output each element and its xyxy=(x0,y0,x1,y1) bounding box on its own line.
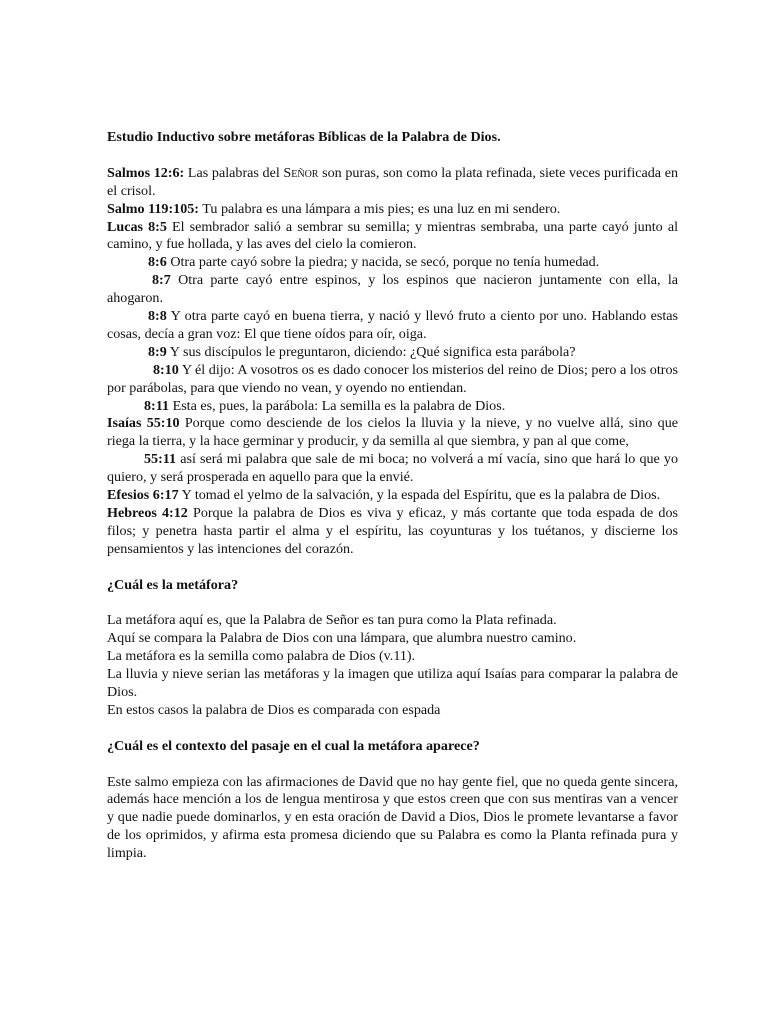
verse-ref: Salmo 119:105: xyxy=(107,200,200,217)
verse-salmo-119-105 xyxy=(107,201,678,219)
verse-ref: Salmos 12:6: xyxy=(107,164,185,181)
verse-text: Otra parte cayó entre espinos, y los espinos que nacieron juntamente con ella, la ahogaron. xyxy=(107,272,678,307)
verse-lucas-8-11 xyxy=(107,398,678,416)
answer-line: La lluvia y nieve serian las metáforas y la imagen que utiliza aquí Isaías para comparar la palabra de Dios. xyxy=(107,666,678,701)
verse-isaias-55-11 xyxy=(107,451,678,487)
verse-text: Porque como desciende de los cielos la lluvia y la nieve, y no vuelve allá, sino que riega la tierra, y la hace germinar y producir, y da semilla al que siembra, y pan al que come, xyxy=(107,415,678,450)
verse-text: Y él dijo: A vosotros os es dado conocer los misterios del reino de Dios; pero a los otros por parábolas, para que viendo no vean, y oyendo no entiendan. xyxy=(107,361,678,396)
answer-line: La metáfora aquí es, que la Palabra de Señor es tan pura como la Plata refinada. xyxy=(107,612,557,629)
verse-ref: Efesios 6:17 xyxy=(107,487,179,504)
question-heading-context: ¿Cuál es el contexto del pasaje en el cual la metáfora aparece? xyxy=(107,737,480,754)
verse-lucas-8-8 xyxy=(107,308,678,344)
answer-metaphor xyxy=(107,612,678,719)
verse-efesios-6-17 xyxy=(107,487,678,505)
verse-text: así será mi palabra que sale de mi boca; no volverá a mí vacía, sino que hará lo que yo quiero, y será prosperada en aquello para que la envié. xyxy=(107,451,678,486)
document-page xyxy=(107,129,678,863)
verse-ref: 8:6 xyxy=(148,254,167,271)
verse-text: Tu palabra es una lámpara a mis pies; es una luz en mi sendero. xyxy=(199,200,561,217)
verse-ref: Hebreos 4:12 xyxy=(107,505,188,522)
answer-context: Este salmo empieza con las afirmaciones de David que no hay gente fiel, que no queda gente sincera, además hace mención a los de lengua mentirosa y que estos creen que con sus mentiras van a vencer y que nadie puede dominarlos, y en esta oración de David a Dios, Dios le promete levantarse a favor de los oprimidos, y afirma esta promesa diciendo que su Palabra es como la Planta refinada pura y limpia. xyxy=(107,773,678,862)
answer-line: Aquí se compara la Palabra de Dios con una lámpara, que alumbra nuestro camino. xyxy=(107,630,577,647)
verse-lucas-8-7 xyxy=(107,272,678,308)
verse-ref: 8:10 xyxy=(153,361,179,378)
verse-lucas-8-6 xyxy=(107,254,678,272)
verse-hebreos-4-12 xyxy=(107,505,678,559)
verse-text: Otra parte cayó sobre la piedra; y nacida, se secó, porque no tenía humedad. xyxy=(166,254,600,271)
answer-line: En estos casos la palabra de Dios es comparada con espada xyxy=(107,701,441,718)
answer-line: La metáfora es la semilla como palabra de Dios (v.11). xyxy=(107,648,416,665)
verse-ref: 8:9 xyxy=(148,343,167,360)
verse-text: Y tomad el yelmo de la salvación, y la espada del Espíritu, que es la palabra de Dios. xyxy=(178,487,661,504)
verse-ref: Lucas 8:5 xyxy=(107,218,167,235)
verse-lucas-8-10 xyxy=(107,362,678,398)
verse-text: Las palabras del xyxy=(184,164,284,181)
question-heading-metaphor: ¿Cuál es la metáfora? xyxy=(107,576,239,593)
verse-text: Y otra parte cayó en buena tierra, y nació y llevó fruto a ciento por uno. Hablando estas cosas, decía a gran voz: El que tiene oídos para oír, oiga. xyxy=(107,308,678,342)
verse-text: Esta es, pues, la parábola: La semilla es la palabra de Dios. xyxy=(169,397,506,414)
verse-ref: 8:7 xyxy=(152,272,171,289)
verse-list xyxy=(107,165,678,559)
verse-salmos-12-6 xyxy=(107,165,678,201)
verse-text: El sembrador salió a sembrar su semilla; y mientras sembraba, una parte cayó junto al camino, y fue hollada, y las aves del cielo la comieron. xyxy=(107,218,678,253)
verse-ref: 8:11 xyxy=(144,397,170,414)
verse-ref: Isaías 55:10 xyxy=(107,415,180,432)
verse-text: Y sus discípulos le preguntaron, diciendo: ¿Qué significa esta parábola? xyxy=(166,343,576,360)
verse-isaias-55-10 xyxy=(107,415,678,451)
verse-lucas-8-5 xyxy=(107,219,678,255)
verse-text: son puras, son como la plata refinada, siete veces purificada en el crisol. xyxy=(107,164,679,199)
verse-lucas-8-9 xyxy=(107,344,678,362)
verse-ref: 55:11 xyxy=(144,451,177,468)
verse-text-lord: Señor xyxy=(283,164,319,181)
verse-ref: 8:8 xyxy=(148,308,167,325)
verse-text: Porque la palabra de Dios es viva y eficaz, y más cortante que toda espada de dos filos; y penetra hasta partir el alma y el espíritu, las coyunturas y los tuétanos, y discierne los pensamientos y las intenciones del corazón. xyxy=(107,505,678,557)
document-title: Estudio Inductivo sobre metáforas Bíblicas de la Palabra de Dios. xyxy=(107,129,501,145)
